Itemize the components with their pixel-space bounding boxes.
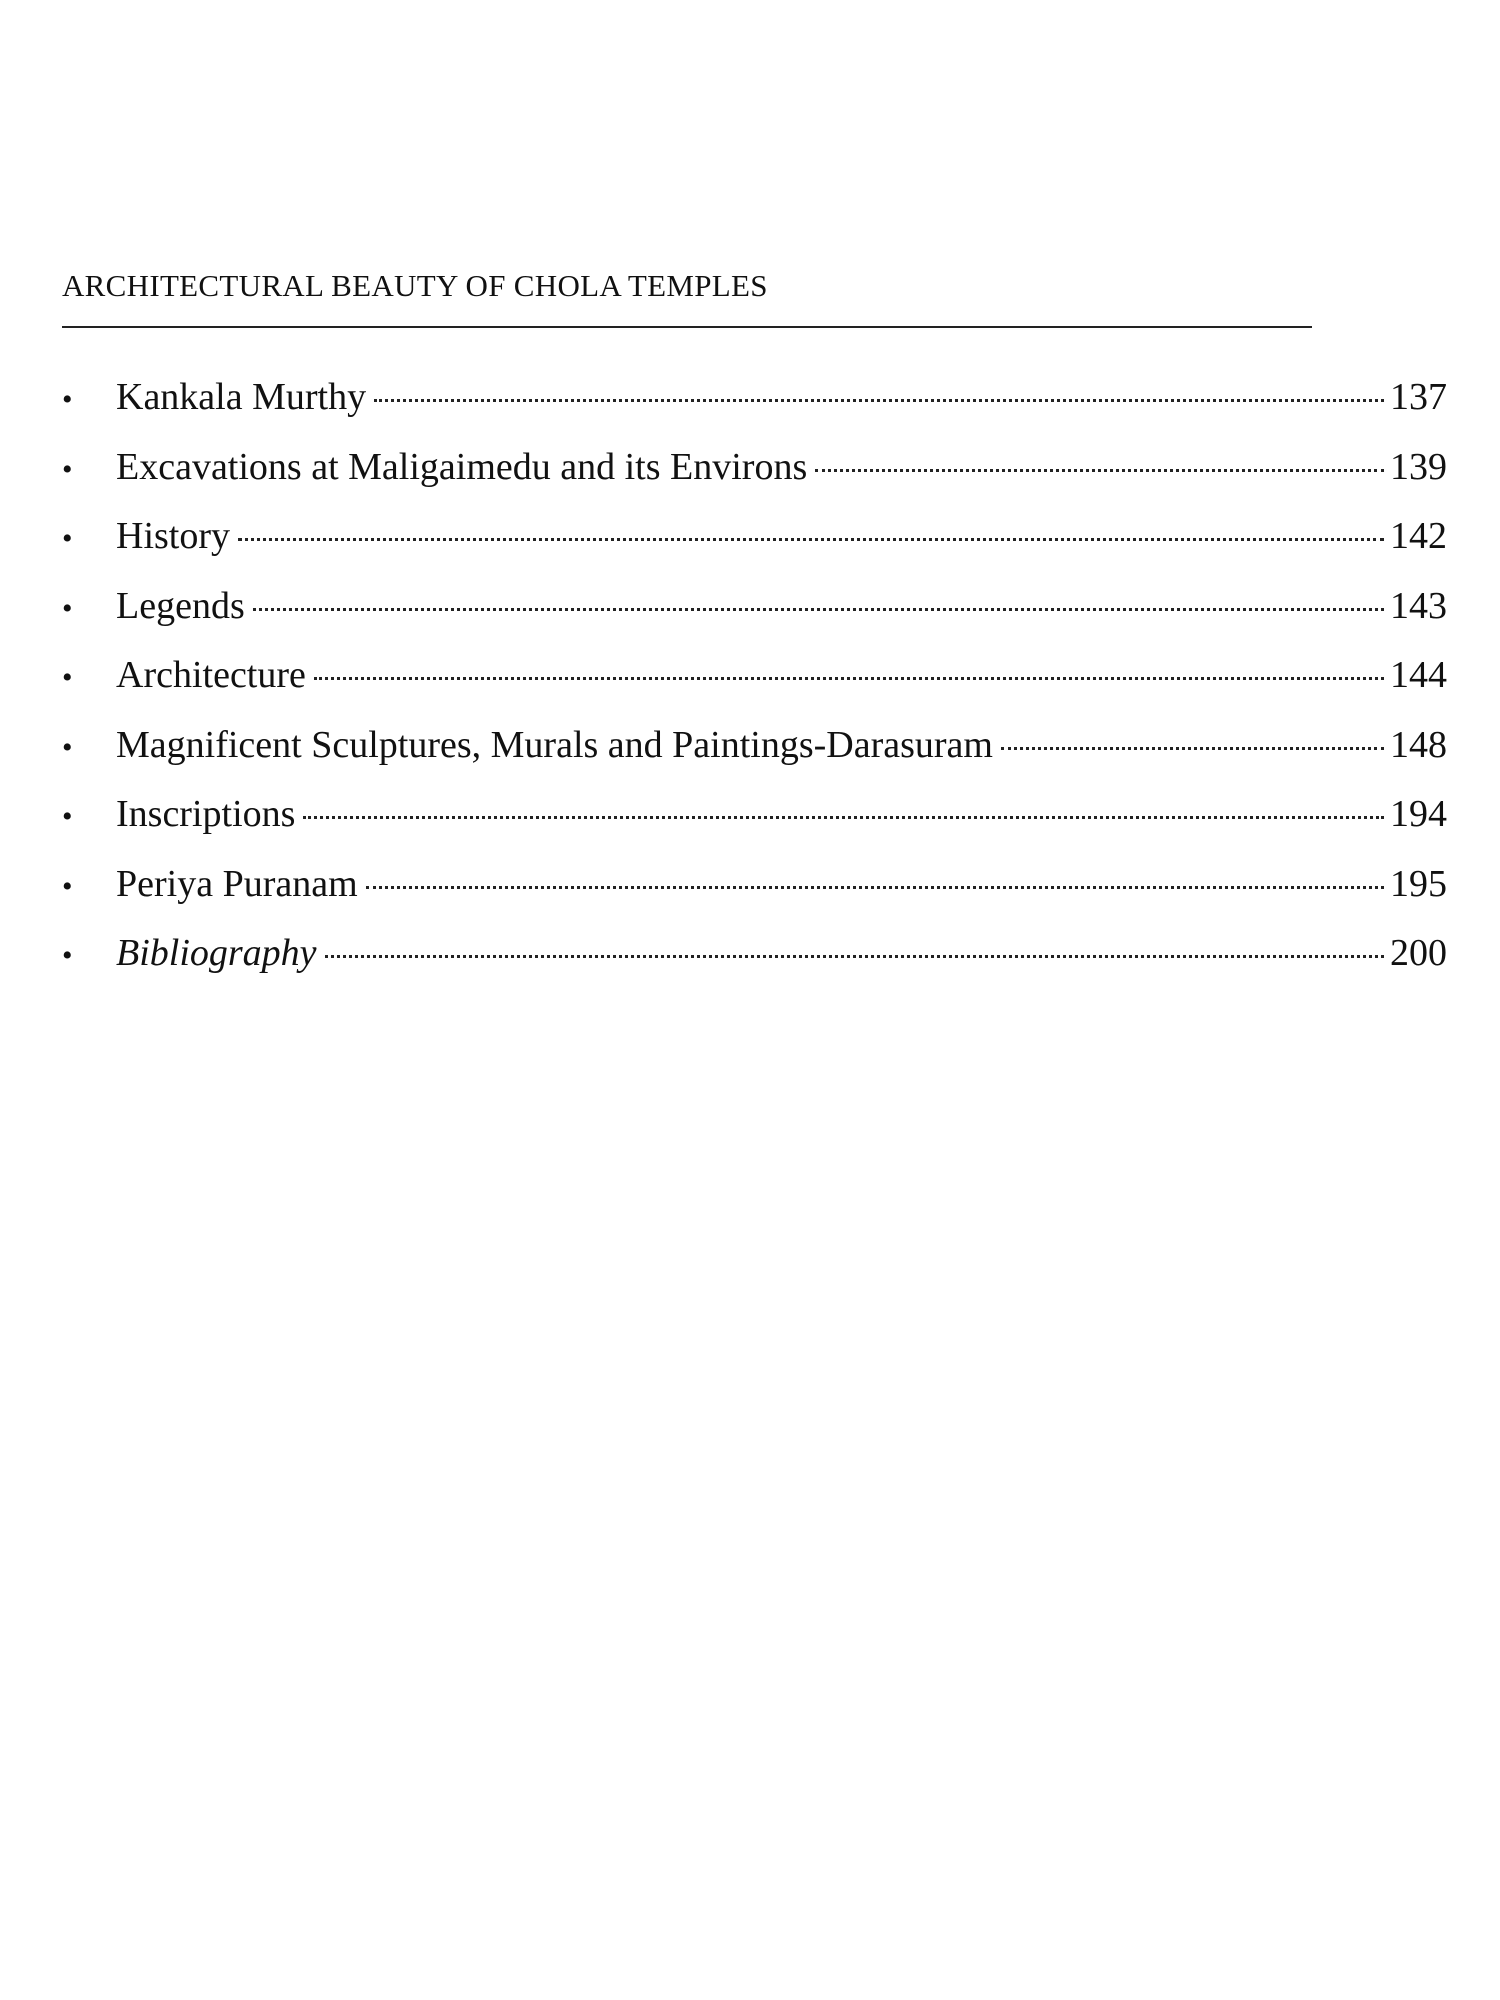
dot-leader	[253, 608, 1384, 611]
dot-leader	[238, 538, 1384, 541]
toc-entry-page-number: 143	[1390, 584, 1447, 627]
toc-entry-history	[62, 513, 1447, 583]
toc-entry-title: Periya Puranam	[116, 862, 358, 905]
running-header-title: ARCHITECTURAL BEAUTY OF CHOLA TEMPLES	[62, 268, 768, 303]
toc-entry-legends	[62, 583, 1447, 653]
toc-entry-periya-puranam	[62, 861, 1447, 931]
toc-entry-page-number: 195	[1390, 862, 1447, 905]
bullet-icon: •	[62, 522, 73, 555]
bullet-icon: •	[62, 661, 73, 694]
toc-entry-title: Inscriptions	[116, 793, 296, 835]
toc-entry-title: Bibliography	[116, 932, 317, 974]
toc-entry-title: Architecture	[116, 654, 306, 696]
dot-leader	[366, 886, 1384, 889]
toc-entry-page-number: 200	[1390, 932, 1447, 974]
toc-entry-page-number: 194	[1390, 793, 1447, 835]
toc-entry-architecture	[62, 652, 1447, 722]
dot-leader	[303, 816, 1384, 819]
bullet-icon: •	[62, 591, 73, 625]
toc-entry-page-number: 137	[1390, 376, 1447, 418]
toc-entry-inscriptions	[62, 791, 1447, 861]
bullet-icon: •	[62, 939, 73, 972]
dot-leader	[374, 399, 1384, 402]
toc-entry-page-number: 144	[1390, 654, 1447, 696]
dot-leader	[325, 955, 1384, 958]
dot-leader	[314, 677, 1384, 680]
toc-entry-page-number: 148	[1390, 723, 1447, 766]
dot-leader	[815, 469, 1384, 472]
bullet-icon: •	[62, 383, 73, 416]
bullet-icon: •	[62, 800, 73, 833]
bullet-icon: •	[62, 452, 73, 486]
dot-leader	[1001, 747, 1384, 750]
toc-entry-excavations	[62, 444, 1447, 514]
toc-entry-title: Magnificent Sculptures, Murals and Paintings-Darasuram	[116, 723, 993, 766]
toc-entry-title: Excavations at Maligaimedu and its Environs	[116, 445, 808, 488]
toc-entry-bibliography	[62, 930, 1447, 1000]
toc-entry-kankala-murthy	[62, 374, 1447, 444]
toc-entry-page-number: 142	[1390, 515, 1447, 557]
toc-entry-title: Legends	[116, 584, 245, 627]
header-rule	[62, 326, 1312, 328]
toc-entry-title: Kankala Murthy	[116, 376, 367, 418]
bullet-icon: •	[62, 869, 73, 903]
toc-entry-page-number: 139	[1390, 445, 1447, 488]
toc-entry-magnificent-sculptures	[62, 722, 1447, 792]
bullet-icon: •	[62, 730, 73, 764]
table-of-contents	[62, 374, 1447, 1000]
toc-entry-title: History	[116, 515, 230, 557]
